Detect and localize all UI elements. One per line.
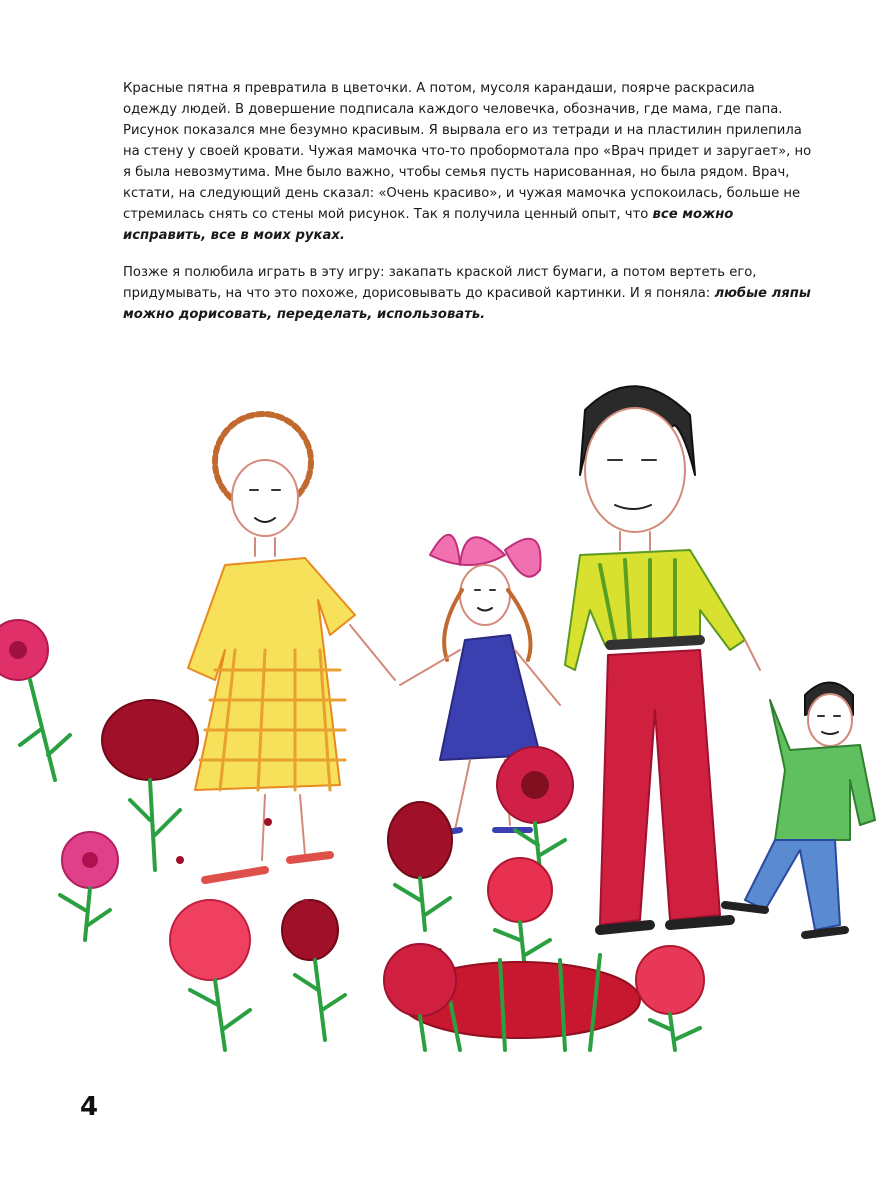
paragraph-2 xyxy=(123,262,813,325)
flower xyxy=(497,747,573,870)
flower xyxy=(0,620,70,780)
flower xyxy=(282,900,345,1040)
flowers xyxy=(0,620,704,1050)
flower xyxy=(102,700,198,870)
paragraph-2-emphasis: любые ляпы можно дорисовать, переделать, использовать. xyxy=(123,286,811,322)
paint-drop xyxy=(176,856,184,864)
flower xyxy=(170,900,250,1050)
paragraph-1-emphasis: все можно исправить, все в моих руках. xyxy=(123,207,734,243)
flower xyxy=(384,944,456,1050)
flower xyxy=(388,802,452,930)
flower xyxy=(60,832,118,940)
father-figure xyxy=(565,386,760,930)
mother-figure xyxy=(188,414,395,880)
boy-figure xyxy=(725,683,875,936)
paragraph-1 xyxy=(123,78,813,246)
paint-drop xyxy=(264,818,272,826)
paragraph-1-text: Красные пятна я превратила в цветочки. А потом, мусоля карандаши, поярче раскрасила одежду людей. В довершение подписала каждого человечка, обозначив, где мама, где папа. Рисунок показался мне безумно красивым. Я вырвала его из тетради и на пластилин прилепила на стену у своей кровати. Чужая мамочка что-то пробормотала про «Врач придет и заругает», но я была невозмутима. Мне было важно, чтобы семья пусть нарисованная, но была рядом. Врач, кстати, на следующий день сказал: «Очень красиво», и чужая мамочка успокоилась, больше не стремилась снять со стены мой рисунок. Так я получила ценный опыт, что xyxy=(123,81,812,222)
page-number: 4 xyxy=(80,1092,99,1122)
paragraph-2-text: Позже я полюбила играть в эту игру: закапать краской лист бумаги, а потом вертеть его, придумывать, на что это похоже, дорисовывать до красивой картинки. И я поняла: xyxy=(123,265,757,301)
body-text xyxy=(123,78,813,341)
paint-drop xyxy=(302,899,308,905)
child-family-drawing xyxy=(0,350,890,1070)
flower xyxy=(636,946,704,1050)
flower xyxy=(488,858,552,970)
